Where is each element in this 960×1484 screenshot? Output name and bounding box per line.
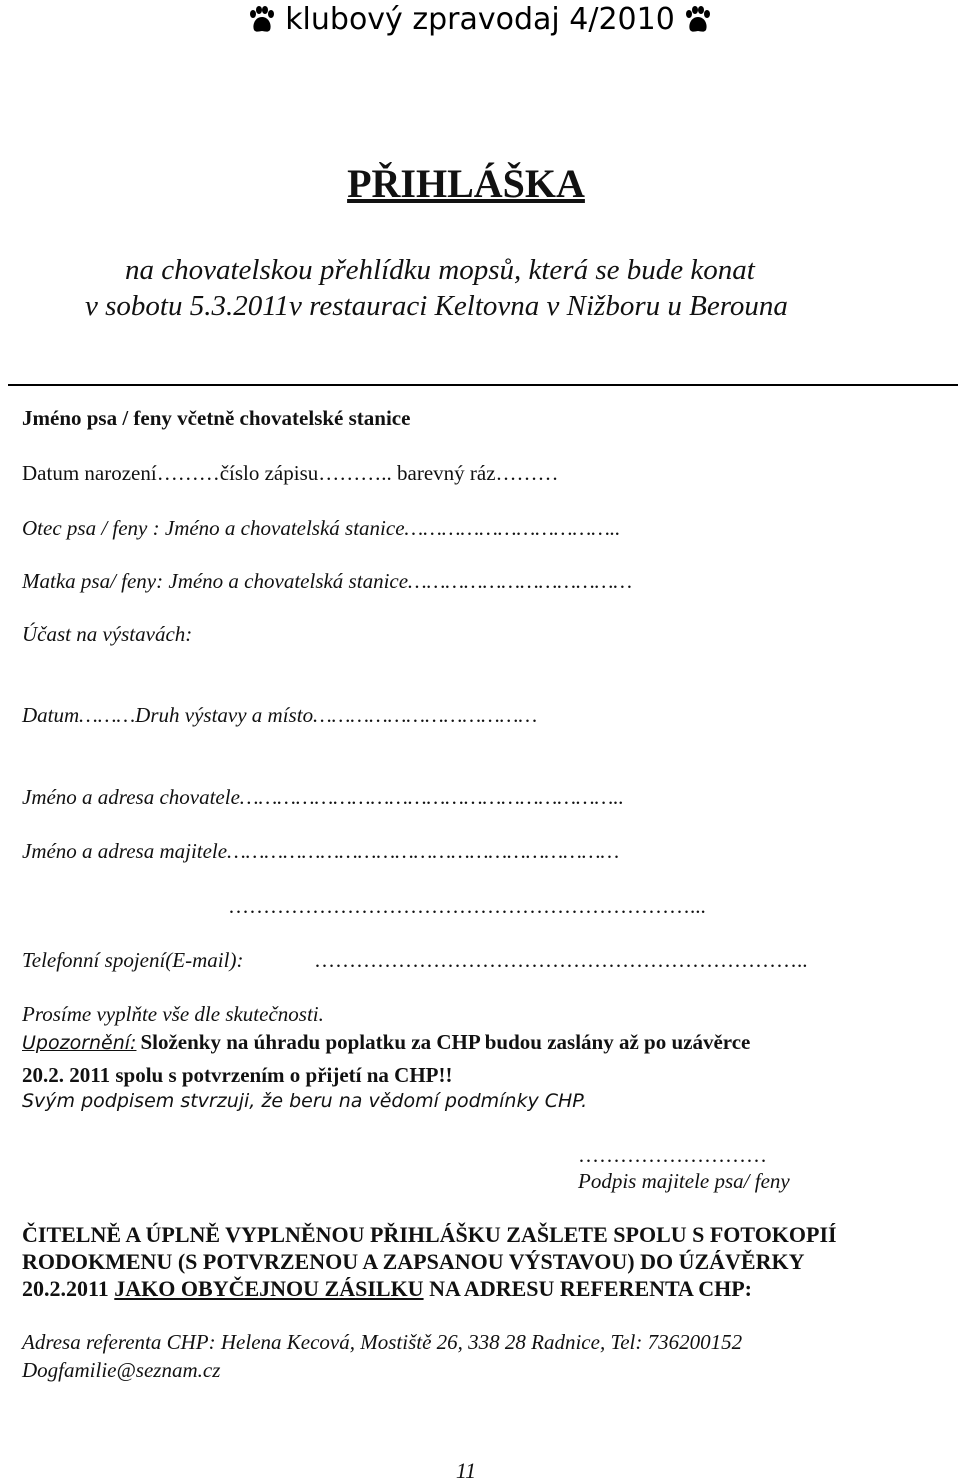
field-birth-line: Datum narození………číslo zápisu……….. barevný ráz……… [22, 461, 559, 485]
field-mother: Matka psa/ feny: Jméno a chovatelská stanice……………………………… [22, 569, 633, 593]
newsletter-header [0, 2, 960, 37]
referent-address: Adresa referenta CHP: Helena Kecová, Mostiště 26, 338 28 Radnice, Tel: 736200152 [22, 1330, 743, 1354]
notice-text-2: 20.2. 2011 spolu s potvrzením o přijetí na CHP!! [22, 1063, 453, 1087]
field-owner: Jméno a adresa majitele……………………………………………………… [22, 839, 620, 863]
please-fill-note: Prosíme vyplňte vše dle skutečnosti. [22, 1002, 324, 1026]
divider [8, 384, 958, 386]
form-title: PŘIHLÁŠKA [347, 161, 585, 206]
field-shows: Účast na výstavách: [22, 622, 193, 646]
signature-dots: ……………………… [578, 1143, 767, 1167]
form-subtitle-2: v sobotu 5.3.2011v restauraci Keltovna v Nižboru u Berouna [85, 290, 788, 322]
field-owner-continued: …………………………………………………………... [228, 894, 706, 918]
field-phone-dots: …………………………………………………………….. [314, 948, 808, 972]
field-father: Otec psa / feny : Jméno a chovatelská stanice…………………………….. [22, 516, 621, 540]
instructions-line-1: ČITELNĚ A ÚPLNĚ VYPLNĚNOU PŘIHLÁŠKU ZAŠLETE SPOLU S FOTOKOPIÍ [22, 1222, 837, 1247]
page-number: 11 [455, 1458, 477, 1483]
field-phone-label: Telefonní spojení(E-mail): [22, 948, 244, 972]
newsletter-title: klubový zpravodaj 4/2010 [285, 2, 675, 37]
instructions-address-lead: NA ADRESU REFERENTA CHP: [429, 1276, 752, 1301]
referent-email: Dogfamilie@seznam.cz [22, 1358, 221, 1382]
signature-label: Podpis majitele psa/ feny [578, 1169, 790, 1193]
paw-print-icon [247, 5, 277, 35]
field-show-line: Datum………Druh výstavy a místo……………………………… [22, 703, 538, 727]
notice-label: Upozornění: [22, 1032, 137, 1054]
instructions-mail-method: JAKO OBYČEJNOU ZÁSILKU [114, 1276, 424, 1301]
notice-confirm: Svým podpisem stvrzuji, že beru na vědomí podmínky CHP. [22, 1090, 588, 1112]
form-subtitle-1: na chovatelskou přehlídku mopsů, která se bude konat [125, 254, 755, 286]
instructions-line-2: RODOKMENU (S POTVRZENOU A ZAPSANOU VÝSTAVOU) DO ÚZÁVĚRKY [22, 1249, 805, 1274]
instructions-line-3 [22, 1276, 752, 1302]
field-dog-name: Jméno psa / feny včetně chovatelské stanice [22, 406, 411, 430]
paw-print-icon [683, 5, 713, 35]
notice-line-1 [22, 1030, 750, 1055]
instructions-deadline: 20.2.2011 [22, 1276, 109, 1301]
notice-text-1: Složenky na úhradu poplatku za CHP budou zaslány až po uzávěrce [140, 1030, 751, 1054]
field-breeder: Jméno a adresa chovatele…………………………………………………….. [22, 785, 624, 809]
